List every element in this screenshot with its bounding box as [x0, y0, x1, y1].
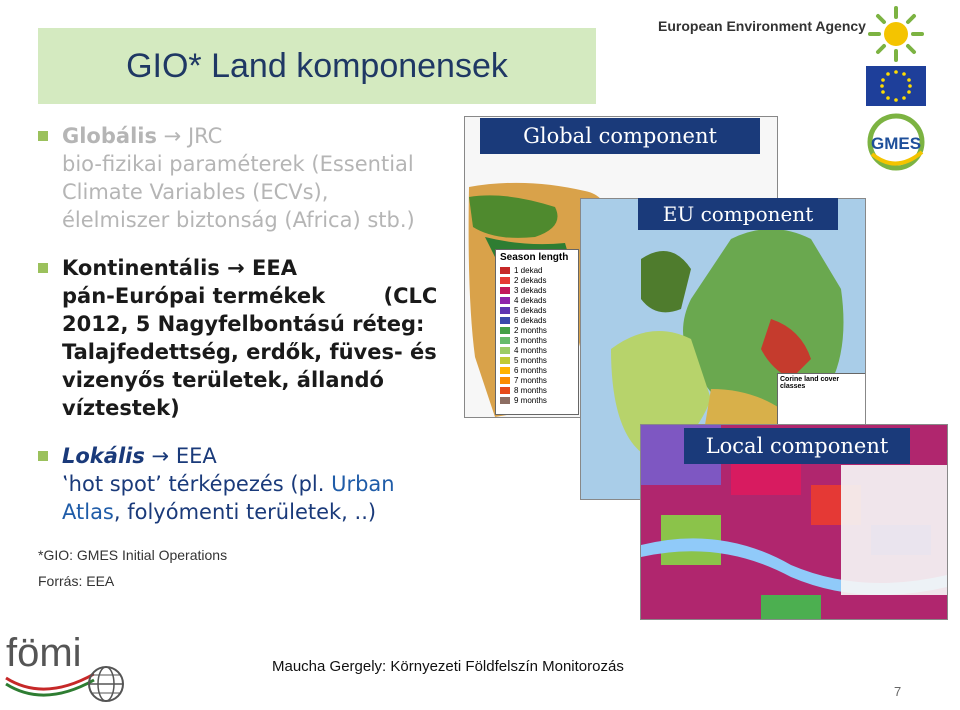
legend-swatch	[500, 287, 510, 294]
season-legend	[495, 249, 579, 415]
legend-swatch	[500, 377, 510, 384]
season-legend-item	[496, 365, 578, 375]
bullet-continental-lead: Kontinentális	[62, 256, 220, 280]
season-legend-item	[496, 315, 578, 325]
arrow-icon: →	[163, 124, 182, 148]
bullet-continental	[38, 254, 468, 422]
bullet-global-line3: élelmiszer biztonság (Africa) stb.)	[62, 208, 415, 232]
legend-label: 3 months	[514, 335, 547, 345]
bullet-local-lead: Lokális	[62, 444, 145, 468]
bullet-continental-line3: Talajfedettség, erdők, füves- és	[62, 340, 437, 364]
bullet-marker	[38, 131, 48, 141]
season-legend-items	[496, 265, 578, 405]
season-legend-item	[496, 325, 578, 335]
bullet-local	[38, 442, 468, 526]
legend-label: 2 dekads	[514, 275, 547, 285]
legend-label: 4 dekads	[514, 295, 547, 305]
author-footer: Maucha Gergely: Környezeti Földfelszín Monitorozás	[272, 658, 624, 675]
legend-label: 1 dekad	[514, 265, 543, 275]
season-legend-item	[496, 395, 578, 405]
footnotes	[38, 542, 227, 594]
eu-component-label: EU component	[638, 198, 838, 230]
title-box	[38, 28, 596, 104]
legend-swatch	[500, 357, 510, 364]
bullet-local-head: EEA	[169, 444, 217, 468]
legend-label: 9 months	[514, 395, 547, 405]
global-component-label: Global component	[480, 118, 760, 154]
legend-label: 5 months	[514, 355, 547, 365]
season-legend-item	[496, 385, 578, 395]
season-legend-title: Season length	[500, 252, 569, 263]
legend-swatch	[500, 347, 510, 354]
legend-label: 8 months	[514, 385, 547, 395]
legend-label: 3 dekads	[514, 285, 547, 295]
bullet-global-line1: bio-fizikai paraméterek (Essential	[62, 152, 414, 176]
fomi-logo-mark	[4, 622, 134, 704]
season-legend-item	[496, 265, 578, 275]
legend-label: 7 months	[514, 375, 547, 385]
page-number: 7	[894, 684, 902, 699]
bullet-marker	[38, 451, 48, 461]
bullet-continental-line2: 2012, 5 Nagyfelbontású réteg:	[62, 312, 425, 336]
legend-swatch	[500, 337, 510, 344]
eea-sun-icon	[870, 8, 922, 60]
footnote-source: Forrás: EEA	[38, 573, 115, 589]
season-legend-item	[496, 285, 578, 295]
legend-swatch	[500, 277, 510, 284]
gmes-logo-icon	[870, 116, 922, 168]
bullet-list	[38, 122, 468, 546]
legend-label: 6 dekads	[514, 315, 547, 325]
legend-swatch	[500, 367, 510, 374]
footnote-gio: *GIO: GMES Initial Operations	[38, 547, 228, 563]
legend-swatch	[500, 267, 510, 274]
season-legend-item	[496, 375, 578, 385]
legend-swatch	[500, 327, 510, 334]
legend-label: 5 dekads	[514, 305, 547, 315]
bullet-global-line2: Climate Variables (ECVs),	[62, 180, 329, 204]
urban-atlas-link[interactable]: Urban	[331, 472, 395, 496]
bullet-global-lead: Globális	[62, 124, 157, 148]
arrow-icon: →	[151, 444, 170, 468]
fomi-logo	[4, 622, 134, 708]
bullet-global-head: JRC	[181, 124, 223, 148]
eea-name: European Environment Agency	[658, 18, 866, 34]
bullet-continental-line5: víztestek)	[62, 396, 180, 420]
legend-swatch	[500, 297, 510, 304]
bullet-continental-head: EEA	[244, 256, 297, 280]
season-legend-item	[496, 295, 578, 305]
urban-atlas-link-cont[interactable]: Atlas	[62, 500, 114, 524]
legend-swatch	[500, 317, 510, 324]
legend-label: 4 months	[514, 345, 547, 355]
season-legend-item	[496, 305, 578, 315]
legend-swatch	[500, 307, 510, 314]
season-legend-item	[496, 345, 578, 355]
bullet-continental-line4: vizenyős területek, állandó	[62, 368, 384, 392]
gmes-logo-text: GMES	[870, 134, 922, 153]
season-legend-item	[496, 275, 578, 285]
season-legend-item	[496, 335, 578, 345]
legend-label: 2 months	[514, 325, 547, 335]
legend-swatch	[500, 397, 510, 404]
globe-icon	[89, 667, 123, 701]
arrow-icon: →	[227, 256, 245, 280]
legend-label: 6 months	[514, 365, 547, 375]
eu-flag-icon	[866, 66, 926, 106]
bullet-global	[38, 122, 468, 234]
bullet-marker	[38, 263, 48, 273]
bullet-local-line1: ‛hot spot’ térképezés (pl.	[62, 472, 332, 496]
slide-title: GIO* Land komponensek	[126, 46, 508, 85]
eu-logos	[860, 4, 932, 194]
fomi-logo-text: fömi	[6, 631, 82, 675]
clc-legend-title: Corine land cover classes	[780, 376, 840, 390]
season-legend-item	[496, 355, 578, 365]
bullet-local-line2: , folyómenti területek, ..)	[113, 500, 377, 524]
legend-swatch	[500, 387, 510, 394]
bullet-continental-line1: pán-Európai termékek (CLC	[62, 284, 438, 308]
logo-column	[860, 4, 932, 198]
local-component-label: Local component	[684, 428, 910, 464]
